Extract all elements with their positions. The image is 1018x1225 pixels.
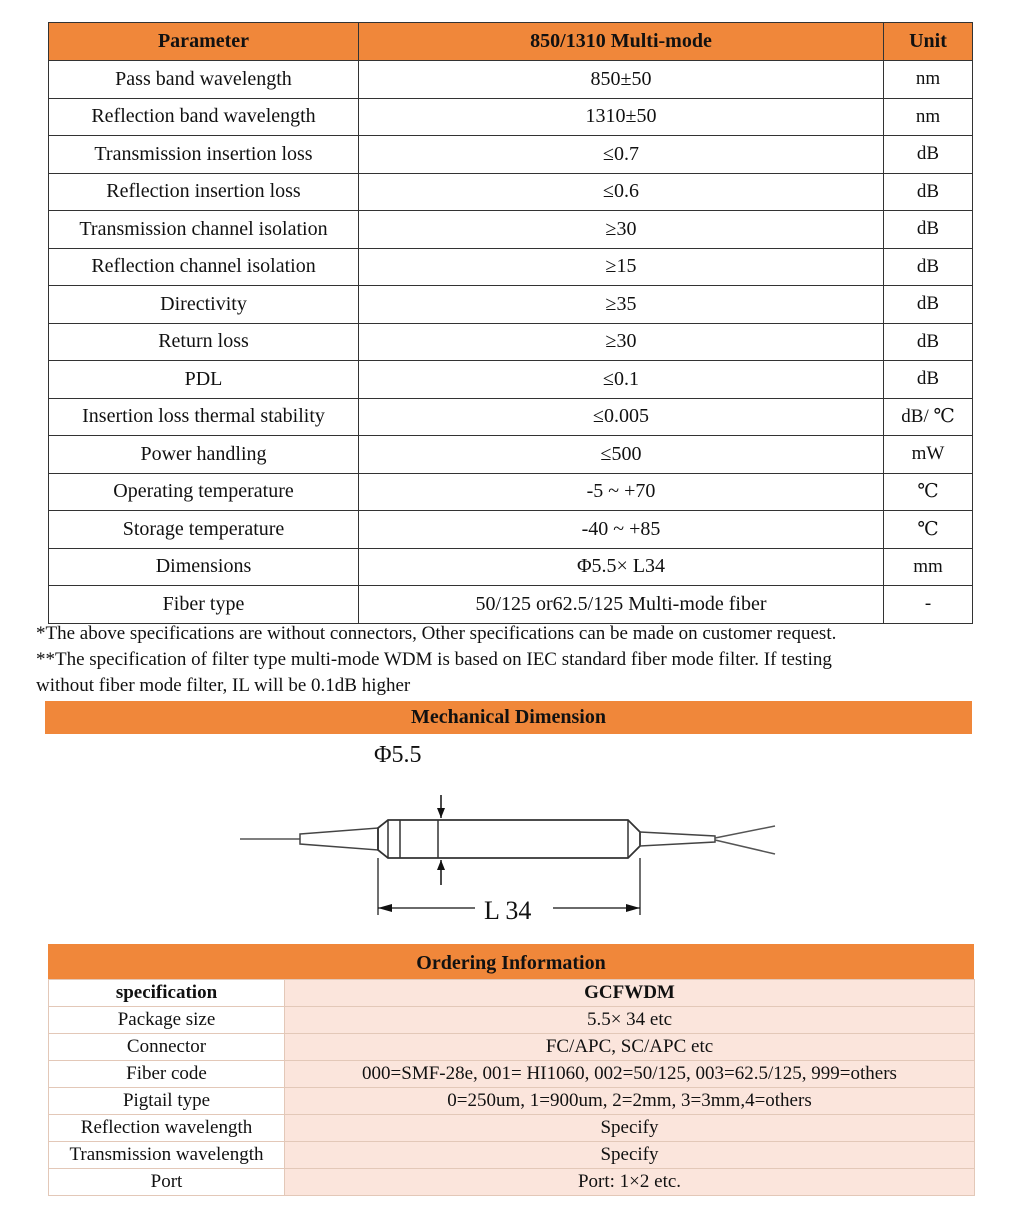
spec-row xyxy=(49,61,973,99)
unit-cell: dB xyxy=(884,248,973,286)
param-cell: Reflection insertion loss xyxy=(49,173,359,211)
value-cell: 50/125 or62.5/125 Multi-mode fiber xyxy=(359,586,884,624)
ordering-value: Specify xyxy=(285,1142,975,1169)
header-parameter: Parameter xyxy=(49,23,359,61)
param-cell: Return loss xyxy=(49,323,359,361)
ordering-value: GCFWDM xyxy=(285,980,975,1007)
spec-row xyxy=(49,323,973,361)
note-filter-line2: without fiber mode filter, IL will be 0.1dB higher xyxy=(36,675,411,696)
diameter-arrowhead-bottom xyxy=(437,860,445,870)
spec-row xyxy=(49,586,973,624)
right-fiber-2 xyxy=(715,840,775,854)
length-label: L 34 xyxy=(484,896,532,925)
spec-row xyxy=(49,473,973,511)
spec-row xyxy=(49,286,973,324)
param-cell: Transmission channel isolation xyxy=(49,211,359,249)
param-cell: Fiber type xyxy=(49,586,359,624)
unit-cell: dB xyxy=(884,211,973,249)
value-cell: ≤0.6 xyxy=(359,173,884,211)
param-cell: Reflection band wavelength xyxy=(49,98,359,136)
param-cell: Storage temperature xyxy=(49,511,359,549)
spec-row xyxy=(49,548,973,586)
param-cell: Insertion loss thermal stability xyxy=(49,398,359,436)
ordering-value: FC/APC, SC/APC etc xyxy=(285,1034,975,1061)
unit-cell: ℃ xyxy=(884,473,973,511)
unit-cell: dB/ ℃ xyxy=(884,398,973,436)
unit-cell: nm xyxy=(884,98,973,136)
ordering-information-title: Ordering Information xyxy=(48,944,974,979)
value-cell: ≥30 xyxy=(359,211,884,249)
unit-cell: - xyxy=(884,586,973,624)
device-body xyxy=(378,820,640,858)
ordering-row xyxy=(49,1007,975,1034)
ordering-value: 0=250um, 1=900um, 2=2mm, 3=3mm,4=others xyxy=(285,1088,975,1115)
ordering-key: Pigtail type xyxy=(49,1088,285,1115)
spec-row xyxy=(49,398,973,436)
ordering-key: Fiber code xyxy=(49,1061,285,1088)
value-cell: ≥15 xyxy=(359,248,884,286)
ordering-key: Reflection wavelength xyxy=(49,1115,285,1142)
value-cell: ≥35 xyxy=(359,286,884,324)
spec-row xyxy=(49,248,973,286)
diameter-label: Φ5.5 xyxy=(374,742,422,768)
spec-row xyxy=(49,511,973,549)
value-cell: 1310±50 xyxy=(359,98,884,136)
diameter-arrowhead-top xyxy=(437,808,445,818)
ordering-table xyxy=(48,979,975,1196)
ordering-key: Package size xyxy=(49,1007,285,1034)
spec-table xyxy=(48,22,973,624)
length-arrowhead-right xyxy=(626,904,640,912)
value-cell: -5 ~ +70 xyxy=(359,473,884,511)
right-fiber-1 xyxy=(715,826,775,838)
unit-cell: dB xyxy=(884,323,973,361)
ordering-key: Transmission wavelength xyxy=(49,1142,285,1169)
spec-row xyxy=(49,436,973,474)
left-boot xyxy=(300,828,378,850)
unit-cell: ℃ xyxy=(884,511,973,549)
param-cell: Power handling xyxy=(49,436,359,474)
spec-header-row xyxy=(49,23,973,61)
ordering-row xyxy=(49,980,975,1007)
unit-cell: dB xyxy=(884,136,973,174)
value-cell: ≤0.005 xyxy=(359,398,884,436)
length-arrowhead-left xyxy=(378,904,392,912)
header-unit: Unit xyxy=(884,23,973,61)
right-boot xyxy=(640,832,715,846)
unit-cell: dB xyxy=(884,173,973,211)
value-cell: ≥30 xyxy=(359,323,884,361)
ordering-value: 000=SMF-28e, 001= HI1060, 002=50/125, 003=62.5/125, 999=others xyxy=(285,1061,975,1088)
ordering-value: Specify xyxy=(285,1115,975,1142)
ordering-row xyxy=(49,1061,975,1088)
unit-cell: nm xyxy=(884,61,973,99)
unit-cell: mm xyxy=(884,548,973,586)
ordering-value: 5.5× 34 etc xyxy=(285,1007,975,1034)
value-cell: 850±50 xyxy=(359,61,884,99)
note-filter-line1: **The specification of filter type multi-mode WDM is based on IEC standard fiber mode filter. If testing xyxy=(36,649,832,670)
unit-cell: dB xyxy=(884,361,973,399)
param-cell: Directivity xyxy=(49,286,359,324)
spec-row xyxy=(49,173,973,211)
unit-cell: mW xyxy=(884,436,973,474)
value-cell: ≤0.7 xyxy=(359,136,884,174)
value-cell: Φ5.5× L34 xyxy=(359,548,884,586)
ordering-key: Connector xyxy=(49,1034,285,1061)
ordering-row xyxy=(49,1142,975,1169)
ordering-key: specification xyxy=(49,980,285,1007)
spec-row xyxy=(49,211,973,249)
param-cell: Operating temperature xyxy=(49,473,359,511)
ordering-row xyxy=(49,1034,975,1061)
value-cell: -40 ~ +85 xyxy=(359,511,884,549)
param-cell: PDL xyxy=(49,361,359,399)
param-cell: Reflection channel isolation xyxy=(49,248,359,286)
ordering-value: Port: 1×2 etc. xyxy=(285,1169,975,1196)
mechanical-drawing xyxy=(0,740,1018,940)
value-cell: ≤500 xyxy=(359,436,884,474)
param-cell: Transmission insertion loss xyxy=(49,136,359,174)
ordering-key: Port xyxy=(49,1169,285,1196)
value-cell: ≤0.1 xyxy=(359,361,884,399)
ordering-row xyxy=(49,1169,975,1196)
param-cell: Pass band wavelength xyxy=(49,61,359,99)
param-cell: Dimensions xyxy=(49,548,359,586)
spec-row xyxy=(49,361,973,399)
unit-cell: dB xyxy=(884,286,973,324)
ordering-row xyxy=(49,1088,975,1115)
header-multimode: 850/1310 Multi-mode xyxy=(359,23,884,61)
mechanical-dimension-title: Mechanical Dimension xyxy=(45,701,972,734)
note-connectors: *The above specifications are without connectors, Other specifications can be made on customer request. xyxy=(36,623,837,644)
ordering-row xyxy=(49,1115,975,1142)
spec-row xyxy=(49,98,973,136)
spec-row xyxy=(49,136,973,174)
